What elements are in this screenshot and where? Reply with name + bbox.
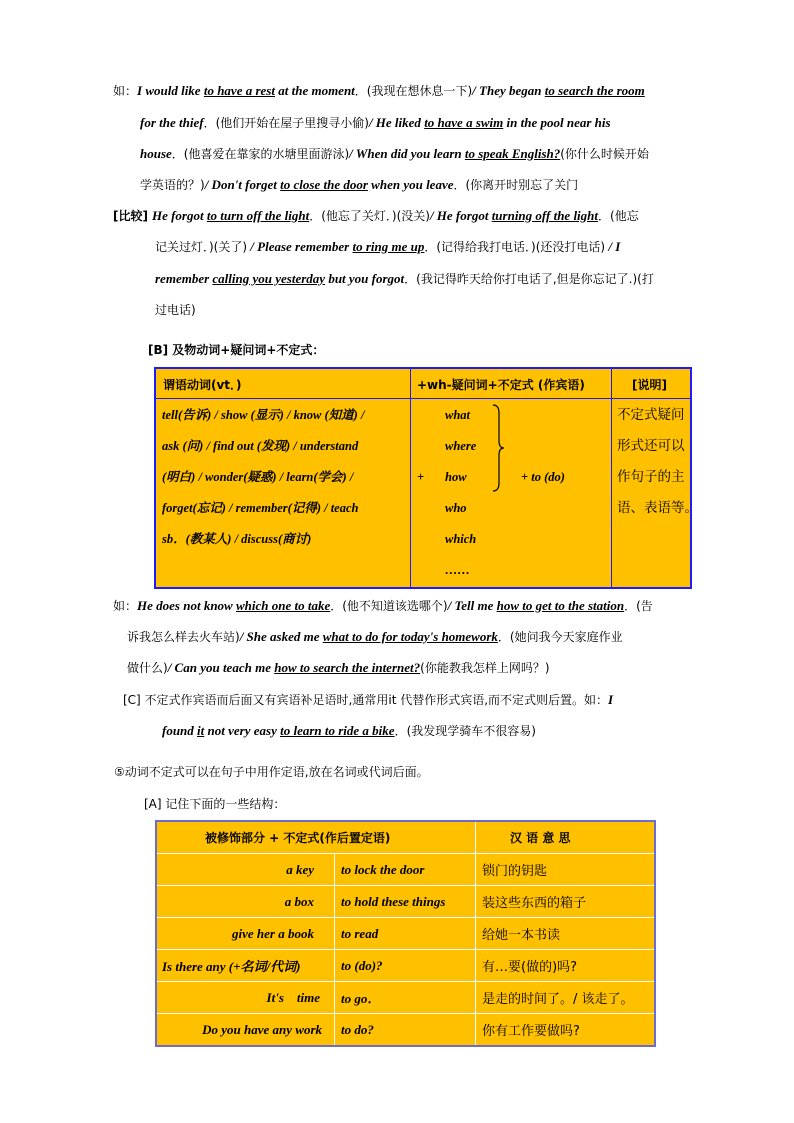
curly-brace-icon [491,403,505,493]
section-c-line-1: [C] 不定式作宾语而后面又有宾语补足语时,通常用it 代替作形式宾语,而不定式则后置。如：I [123,692,614,707]
table-header-structure: 被修饰部分 + 不定式(作后置定语) [156,821,476,854]
table-row: Is there any (+名词/代词) to (do)? 有…要(做的)吗? [156,950,655,982]
compare-line-1: [比较] He forgot to turn off the light．(他忘了关灯．)(没关)/ He forgot turning off the light．(他忘 [113,208,639,223]
table-row: give her a book to read 给她一本书读 [156,918,655,950]
table-header-verb: 谓语动词(vt．) [155,368,411,398]
example-line-2: for the thief．(他们开始在屋子里搜寻小偷)/ He liked to have a swim in the pool near his [140,115,611,130]
example-line-3: house．(他喜爱在靠家的水塘里面游泳)/ When did you learn to speak English?(你什么时候开始 [140,146,649,161]
example2-line-1: 如：He does not know which one to take．(他不知道该选哪个)/ Tell me how to get to the station．(告 [113,598,653,613]
table-row: Do you have any work to do? 你有工作要做吗? [156,1014,655,1047]
verb-wh-infinitive-table [154,367,698,589]
example-line-4: 学英语的？)/ Don't forget to close the door when you leave．(你离开时别忘了关门 [140,177,579,192]
compare-line-3: remember calling you yesterday but you forgot．(我记得昨天给你打电话了,但是你忘记了.)(打 [155,271,654,286]
point-5-text: ⑤动词不定式可以在句子中用作定语,放在名词或代词后面。 [114,765,429,779]
table-row: a box to hold these things 装这些东西的箱子 [156,886,655,918]
wh-word-cell: what where + how who which …… + to (do) [411,398,612,588]
example2-line-2: 诉我怎么样去火车站)/ She asked me what to do for today's homework．(她问我今天家庭作业 [127,629,623,644]
verb-list-cell: tell(告诉) / show (显示) / know (知道) / ask (问) / find out (发现) / understand (明白) / wonder(疑惑) / learn(学会) / forget(忘记) / remember(记得) / teach sb．(教某人) / discuss(商讨) [155,398,411,588]
compare-line-2: 记关过灯．)(关了) / Please remember to ring me up．(记得给我打电话．)(还没打电话) / I [155,239,621,254]
section-a-title: [A] 记住下面的一些结构： [144,797,286,811]
example-line-1: 如：I would like to have a rest at the moment．(我现在想休息一下)/ They began to search the room [113,83,645,98]
table-header-meaning: 汉 语 意 思 [476,821,656,854]
example2-line-3: 做什么)/ Can you teach me how to search the internet?(你能教我怎样上网吗？) [127,660,550,675]
section-c-line-2: found it not very easy to learn to ride a bike．(我发现学骑车不很容易) [162,723,536,738]
note-cell: 不定式疑问 形式还可以 作句子的主 语、表语等。 [612,398,692,588]
section-b-title: [B] 及物动词+疑问词+不定式： [148,343,325,357]
table-row: a key to lock the door 锁门的钥匙 [156,854,655,886]
table-header-wh: +wh-疑问词+不定式 (作宾语) [411,368,612,398]
compare-line-4: 过电话) [155,303,196,317]
table-row: It's time to go． 是走的时间了。/ 该走了。 [156,982,655,1014]
postpositive-infinitive-table [155,820,656,1047]
table-header-note: [说明] [612,368,692,398]
